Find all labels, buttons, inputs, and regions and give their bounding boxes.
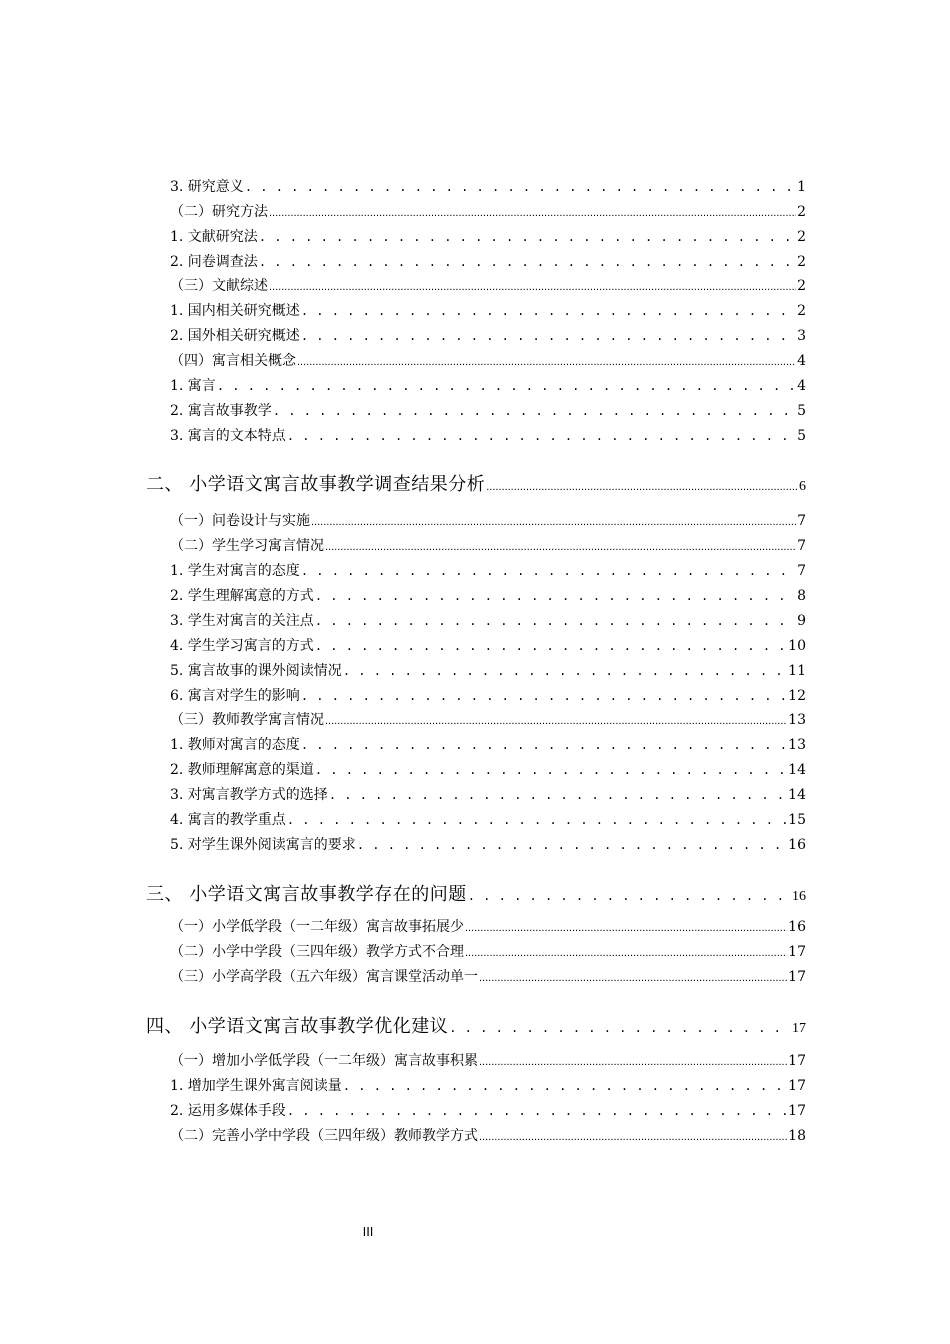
toc-dot-leader [329, 787, 787, 803]
toc-page-number: 17 [788, 1078, 806, 1094]
toc-page-number: 9 [797, 613, 806, 629]
toc-page-number: 6 [799, 479, 806, 494]
page-footer [0, 1224, 736, 1239]
toc-entry-title: 1. 寓言 [170, 378, 216, 394]
toc-entry[interactable] [170, 226, 806, 250]
toc-page-number: 12 [788, 688, 806, 704]
toc-page-number: 17 [788, 1053, 806, 1069]
toc-entry[interactable] [170, 635, 806, 659]
toc-dot-leader [468, 884, 791, 905]
toc-entry[interactable] [170, 510, 806, 534]
toc-entry-title: （二）完善小学中学段（三四年级）教师教学方式 [170, 1128, 478, 1144]
toc-dot-leader [315, 613, 796, 629]
toc-entry-title: 1. 文献研究法 [170, 229, 258, 245]
toc-page-number: 2 [797, 204, 806, 220]
toc-dot-leader [325, 712, 787, 728]
toc-dot-leader [259, 254, 796, 270]
toc-dot-leader [357, 837, 787, 853]
toc-entry[interactable] [170, 560, 806, 584]
toc-dot-leader [259, 229, 796, 245]
toc-entry[interactable] [170, 375, 806, 399]
toc-page-number: 4 [797, 378, 806, 394]
toc-entry-title: 2. 问卷调查法 [170, 254, 258, 270]
toc-entry-title: 1. 学生对寓言的态度 [170, 563, 300, 579]
toc-dot-leader [269, 204, 796, 220]
toc-entry-title: 5. 对学生课外阅读寓言的要求 [170, 837, 356, 853]
toc-page-number: 15 [788, 812, 806, 828]
toc-page-number: 5 [797, 428, 806, 444]
toc-dot-leader [315, 588, 796, 604]
toc-entry-title: 4. 寓言的教学重点 [170, 812, 286, 828]
toc-page-number: 14 [788, 762, 806, 778]
page-number: III [362, 1224, 374, 1239]
toc-chapter-entry[interactable] [146, 880, 806, 912]
toc-entry-title: 三、 小学语文寓言故事教学存在的问题 [146, 884, 467, 905]
toc-page-number: 7 [797, 563, 806, 579]
toc-chapter-entry[interactable] [146, 1012, 806, 1044]
toc-dot-leader [301, 688, 787, 704]
toc-page-number: 16 [788, 837, 806, 853]
toc-dot-leader [301, 563, 796, 579]
toc-dot-leader [465, 919, 787, 935]
toc-page-number: 1 [797, 179, 806, 195]
toc-entry-title: 二、 小学语文寓言故事教学调查结果分析 [146, 474, 486, 495]
toc-dot-leader [315, 762, 787, 778]
toc-entry-title: 1. 教师对寓言的态度 [170, 737, 300, 753]
toc-entry[interactable] [170, 1050, 806, 1074]
toc-entry[interactable] [170, 660, 806, 684]
toc-entry-title: 4. 学生学习寓言的方式 [170, 638, 314, 654]
toc-entry-title: 3. 研究意义 [170, 179, 244, 195]
toc-entry-title: 2. 学生理解寓意的方式 [170, 588, 314, 604]
toc-entry-title: 2. 国外相关研究概述 [170, 328, 300, 344]
toc-dot-leader [479, 1128, 787, 1144]
toc-entry-title: （一）小学低学段（一二年级）寓言故事拓展少 [170, 919, 464, 935]
toc-page-number: 17 [792, 1021, 806, 1036]
toc-dot-leader [311, 513, 796, 529]
toc-page-number: 2 [797, 278, 806, 294]
toc-dot-leader [217, 378, 796, 394]
toc-page-number: 16 [788, 919, 806, 935]
toc-page-number: 11 [788, 663, 806, 679]
toc-entry-title: 3. 寓言的文本特点 [170, 428, 286, 444]
toc-entry[interactable] [170, 275, 806, 299]
toc-entry-title: （二）小学中学段（三四年级）教学方式不合理 [170, 944, 464, 960]
toc-entry[interactable] [170, 1125, 806, 1149]
toc-entry[interactable] [170, 176, 806, 200]
toc-entry-title: 1. 增加学生课外寓言阅读量 [170, 1078, 342, 1094]
toc-entry[interactable] [170, 535, 806, 559]
toc-dot-leader [325, 538, 796, 554]
toc-entry[interactable] [170, 325, 806, 349]
toc-entry[interactable] [170, 1075, 806, 1099]
toc-entry-title: （二）研究方法 [170, 204, 268, 220]
toc-entry[interactable] [170, 784, 806, 808]
toc-entry-title: （一）增加小学低学段（一二年级）寓言故事积累 [170, 1053, 478, 1069]
toc-entry-title: （一）问卷设计与实施 [170, 513, 310, 529]
toc-entry[interactable] [170, 966, 806, 990]
toc-entry-title: （二）学生学习寓言情况 [170, 538, 324, 554]
toc-entry-title: （三）小学高学段（五六年级）寓言课堂活动单一 [170, 969, 478, 985]
toc-entry-title: 3. 对寓言教学方式的选择 [170, 787, 328, 803]
toc-entry[interactable] [170, 834, 806, 858]
toc-page-number: 17 [788, 969, 806, 985]
toc-entry[interactable] [170, 251, 806, 275]
toc-entry[interactable] [170, 709, 806, 733]
toc-entry[interactable] [170, 759, 806, 783]
toc-page-number: 8 [797, 588, 806, 604]
toc-entry-title: 2. 寓言故事教学 [170, 403, 272, 419]
toc-page-number: 2 [797, 254, 806, 270]
toc-entry[interactable] [170, 585, 806, 609]
toc-page-number: 16 [792, 889, 806, 904]
toc-page-number: 2 [797, 229, 806, 245]
toc-dot-leader [297, 353, 796, 369]
toc-page-number: 17 [788, 1103, 806, 1119]
toc-entry-title: （三）文献综述 [170, 278, 268, 294]
toc-dot-leader [245, 179, 796, 195]
toc-page-number: 7 [797, 538, 806, 554]
toc-dot-leader [486, 474, 798, 495]
toc-entry[interactable] [170, 610, 806, 634]
toc-dot-leader [269, 278, 796, 294]
toc-entry-title: 2. 运用多媒体手段 [170, 1103, 286, 1119]
toc-entry-title: 1. 国内相关研究概述 [170, 303, 300, 319]
toc-dot-leader [301, 303, 796, 319]
toc-dot-leader [449, 1016, 791, 1037]
toc-entry[interactable] [170, 425, 806, 449]
toc-chapter-entry[interactable] [146, 470, 806, 502]
toc-page-number: 18 [788, 1128, 806, 1144]
toc-dot-leader [315, 638, 787, 654]
toc-dot-leader [343, 663, 787, 679]
toc-page-number: 2 [797, 303, 806, 319]
toc-entry[interactable] [170, 734, 806, 758]
toc-entry[interactable] [170, 350, 806, 374]
toc-dot-leader [479, 1053, 787, 1069]
toc-entry-title: 6. 寓言对学生的影响 [170, 688, 300, 704]
toc-entry[interactable] [170, 809, 806, 833]
toc-entry[interactable] [170, 685, 806, 709]
toc-dot-leader [465, 944, 787, 960]
toc-dot-leader [287, 428, 796, 444]
toc-entry-title: 5. 寓言故事的课外阅读情况 [170, 663, 342, 679]
toc-entry[interactable] [170, 941, 806, 965]
toc-page-number: 13 [788, 712, 806, 728]
toc-entry-title: （四）寓言相关概念 [170, 353, 296, 369]
toc-entry[interactable] [170, 1100, 806, 1124]
toc-dot-leader [287, 1103, 787, 1119]
toc-page-number: 7 [797, 513, 806, 529]
toc-page-number: 17 [788, 944, 806, 960]
toc-page-number: 10 [788, 638, 806, 654]
toc-page-number: 4 [797, 353, 806, 369]
toc-dot-leader [301, 328, 796, 344]
toc-page-number: 5 [797, 403, 806, 419]
toc-page-number: 14 [788, 787, 806, 803]
toc-entry[interactable] [170, 400, 806, 424]
toc-entry[interactable] [170, 916, 806, 940]
toc-dot-leader [287, 812, 787, 828]
toc-dot-leader [479, 969, 787, 985]
toc-entry-title: 四、 小学语文寓言故事教学优化建议 [146, 1016, 449, 1037]
toc-dot-leader [273, 403, 796, 419]
toc-dot-leader [343, 1078, 787, 1094]
toc-entry[interactable] [170, 201, 806, 225]
toc-entry-title: （三）教师教学寓言情况 [170, 712, 324, 728]
toc-entry[interactable] [170, 300, 806, 324]
toc-entry-title: 3. 学生对寓言的关注点 [170, 613, 314, 629]
toc-page-number: 13 [788, 737, 806, 753]
toc-entry-title: 2. 教师理解寓意的渠道 [170, 762, 314, 778]
toc-page-number: 3 [797, 328, 806, 344]
toc-dot-leader [301, 737, 787, 753]
